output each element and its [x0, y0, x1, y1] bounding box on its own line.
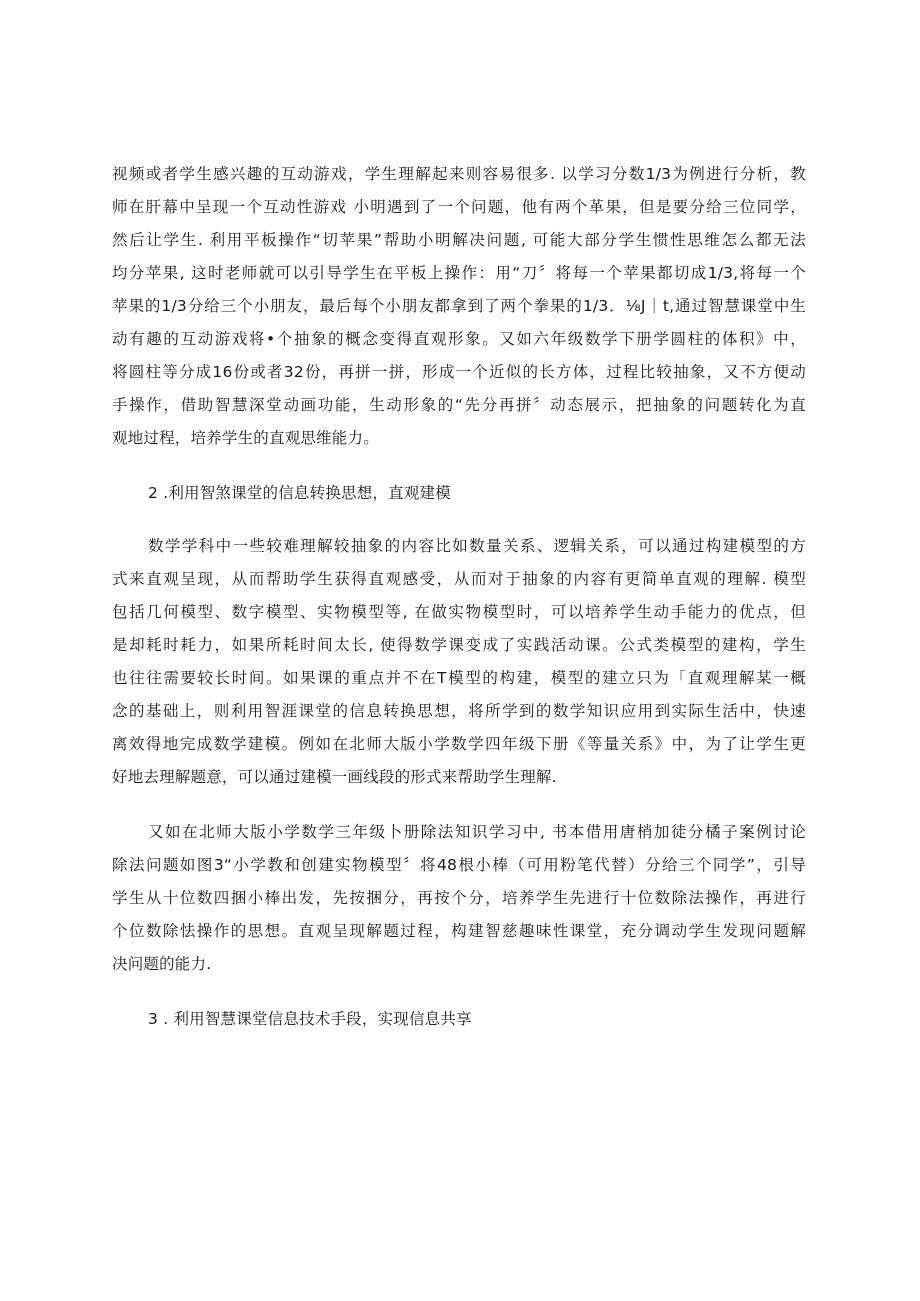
spacer [112, 794, 806, 816]
text-line: 也往往需要较长时间。如果课的重点并不在T模型的构建，模型的建立只为「直观理解某一概 [112, 669, 806, 687]
text-line: 好地去理解题意，可以通过建模一画线段的形式来帮助学生理解. [112, 768, 557, 786]
text-line: 观地过程，培养学生的直观思维能力。 [112, 429, 379, 447]
text-line: 数学学科中一些较难理解较抽象的内容比如数量关系、逻辑关系，可以通过构建模型的方 [148, 537, 806, 555]
text-line: 是却耗时耗力，如果所耗时间太长, 使得数学课变成了实践活动课。公式类模型的建构，学生 [112, 636, 806, 654]
spacer [112, 981, 806, 1003]
text-line: 视频或者学生感兴趣的互动游戏，学生理解起来则容易很多. 以学习分数1/3为例进行分析，教 [112, 165, 806, 183]
text-line: 学生从十位数四捆小棒出发，先按捆分，再按个分，培养学生先进行十位数除法操作，再进行 [112, 889, 806, 907]
text-line: 又如在北师大版小学数学三年级卜册除法知识学习中, 书本借用唐梢加徒分橘子案例讨论 [148, 823, 806, 841]
text-line: 动有趣的互动游戏将•个抽象的概念变得直观形象。又如六年级数学下册学圆柱的体积》中， [112, 330, 806, 348]
text-line: 均分苹果, 这时老师就可以引导学生在平板上操作：用“刀〞将每一个苹果都切成1/3,将每一个 [112, 264, 806, 282]
text-line: 决问题的能力. [112, 955, 212, 973]
text-line: 然后让学生. 利用平板操作“切苹果”帮助小明解决问题, 可能大部分学生惯性思维怎么都无法 [112, 231, 806, 249]
text-line: 除法问题如图3“小学教和创建实物模型〞将48根小棒（可用粉笔代替）分给三个同学”，引导 [112, 856, 806, 874]
text-line: 离效得地完成数学建模。例如在北师大版小学数学四年级下册《等量关系》中，为了让学生更 [112, 735, 806, 753]
paragraph-3 [112, 816, 806, 981]
text-line: 念的基础上，则利用智涯课堂的信息转换思想，将所学到的数学知识应用到实际生活中，快速 [112, 702, 806, 720]
spacer [112, 510, 806, 530]
section-heading-2: 2 .利用智煞课堂的信息转换思想，直观建模 [148, 484, 451, 502]
text-line: 式来直观呈现，从而帮助学生获得直观感受，从而对于抽象的内容有更简单直观的理解. 模型 [112, 570, 806, 588]
paragraph-1 [112, 158, 806, 455]
text-line: 手操作，借助智慧深堂动画功能，生动形象的“先分再拼〞动态展示，把抽象的问题转化为直 [112, 396, 806, 414]
text-line: 苹果的1/3分给三个小朋友，最后每个小朋友都拿到了两个拳果的1/3．⅛J｜t,通过智慧课堂中生 [112, 297, 806, 315]
text-line: 个位数除怯操作的思想。直观呈现解题过程，构建智慈趣味性课堂，充分调动学生发现问题解 [112, 922, 806, 940]
text-line: 包括几何模型、数字模型、实物模型等, 在做实物模型时，可以培养学生动手能力的优点，但 [112, 603, 806, 621]
document-page [112, 158, 806, 1036]
text-line: 师在肝幕中呈现一个互动性游戏 小明遇到了一个问题，他有两个革果，但是要分给三位同学， [112, 198, 806, 216]
text-line: 将圆柱等分成16份或者32份，再拼一拼，形成一个近似的长方体，过程比较抽象，又不方便动 [112, 363, 806, 381]
spacer [112, 455, 806, 477]
section-heading-3: 3 . 利用智慧课堂信息技术手段，实现信息共享 [148, 1010, 472, 1028]
paragraph-2 [112, 530, 806, 794]
